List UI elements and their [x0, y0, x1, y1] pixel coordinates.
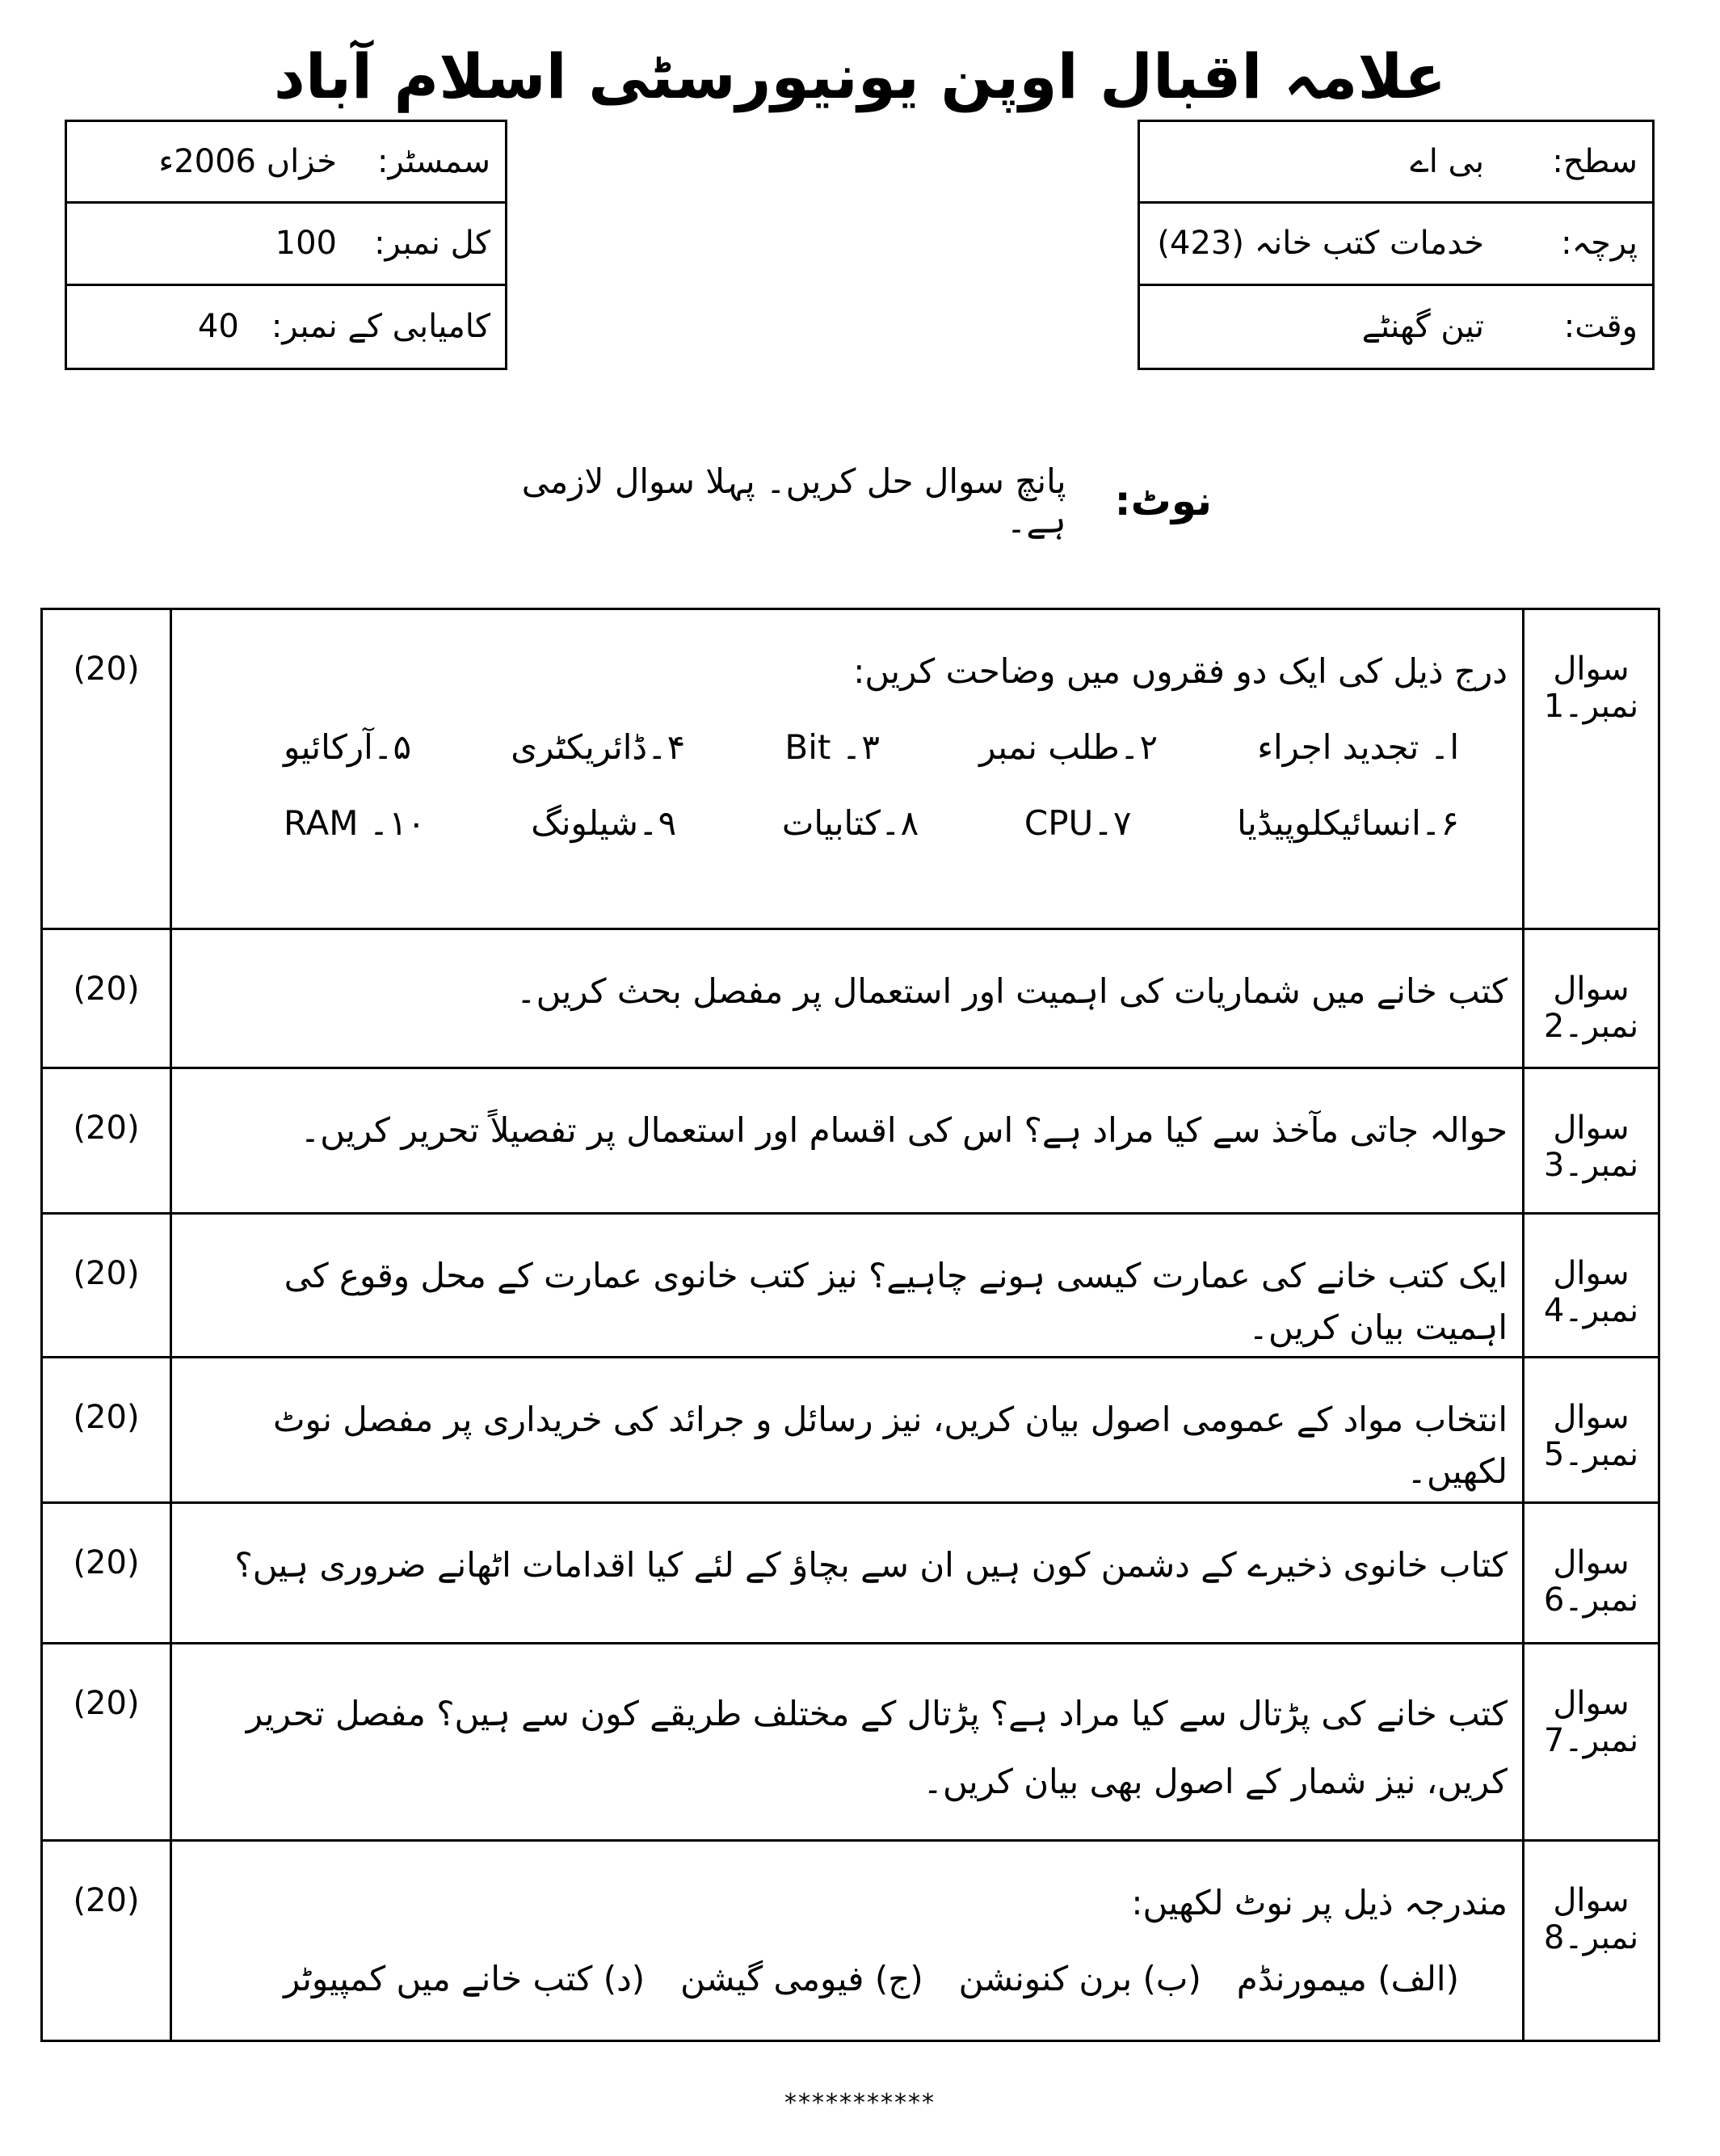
passing-marks-label: کامیابی کے نمبر:	[271, 308, 490, 346]
question-marks: (20)	[42, 1214, 171, 1358]
question-marks: (20)	[42, 929, 171, 1068]
exam-info-box-right	[1138, 120, 1655, 370]
question-row	[42, 609, 1659, 929]
question-text: کتب خانے کی پڑتال سے کیا مراد ہے؟ پڑتال کے مختلف طریقے کون سے ہیں؟ مفصل تحریر کریں، نیز شمار کے اصول بھی بیان کریں۔	[171, 1644, 1524, 1841]
question-marks: (20)	[42, 1068, 171, 1214]
question-marks: (20)	[42, 1644, 171, 1841]
total-marks-label: کل نمبر:	[374, 225, 490, 263]
question-text-cell	[171, 1841, 1524, 2041]
question-row	[42, 1503, 1659, 1644]
term-item: ۳۔ Bit	[784, 727, 880, 767]
university-title: علامہ اقبال اوپن یونیورسٹی اسلام آباد	[273, 40, 1447, 112]
note-heading: نوٹ:	[1114, 478, 1212, 524]
question-number: سوال نمبر۔2	[1524, 929, 1659, 1068]
term-list-row	[187, 773, 1508, 849]
term-item: ۸۔کتابیات	[781, 803, 919, 843]
term-item: ا۔ تجدید اجراء	[1257, 727, 1459, 767]
time-value: تین گھنٹے	[1361, 308, 1484, 346]
question-number: سوال نمبر۔8	[1524, 1841, 1659, 2041]
question-number: سوال نمبر۔5	[1524, 1358, 1659, 1503]
question-text: انتخاب مواد کے عمومی اصول بیان کریں، نیز رسائل و جرائد کی خریداری پر مفصل نوٹ لکھیں۔	[171, 1358, 1524, 1503]
paper-row	[1140, 204, 1652, 285]
question-row	[42, 1644, 1659, 1841]
topic-item: (الف) میمورنڈم	[1236, 1959, 1459, 1998]
passing-marks-value: 40	[197, 308, 239, 346]
question-number: سوال نمبر۔3	[1524, 1068, 1659, 1214]
time-label: وقت:	[1563, 308, 1638, 346]
term-item: ۲۔طلب نمبر	[979, 727, 1159, 767]
term-item: ۵۔آرکائیو	[284, 727, 412, 767]
question-text: کتاب خانوی ذخیرے کے دشمن کون ہیں ان سے بچاؤ کے لئے کیا اقدامات اٹھانے ضروری ہیں؟	[171, 1503, 1524, 1644]
paper-label: پرچہ:	[1561, 225, 1638, 263]
passing-marks-row	[67, 286, 505, 368]
end-of-paper-stars: ***********	[784, 2089, 936, 2117]
question-text-cell	[171, 609, 1524, 929]
question-text: درج ذیل کی ایک دو فقروں میں وضاحت کریں:	[853, 651, 1508, 691]
question-marks: (20)	[42, 1841, 171, 2041]
question-number: سوال نمبر۔6	[1524, 1503, 1659, 1644]
question-row	[42, 1214, 1659, 1358]
topic-item: (ب) برن کنونشن	[958, 1959, 1201, 1998]
term-item: ۶۔انسائیکلوپیڈیا	[1237, 803, 1459, 843]
question-row	[42, 1841, 1659, 2041]
question-text: مندرجہ ذیل پر نوٹ لکھیں:	[1131, 1883, 1508, 1922]
topic-item: (ج) فیومی گیشن	[680, 1959, 923, 1998]
level-row	[1140, 122, 1652, 204]
total-marks-value: 100	[275, 225, 337, 263]
level-value: بی اے	[1410, 143, 1484, 181]
questions-table	[40, 608, 1660, 2042]
question-marks: (20)	[42, 609, 171, 929]
term-item: ۱۰۔ RAM	[284, 803, 426, 843]
semester-value: خزاں 2006ء	[158, 143, 337, 181]
semester-row	[67, 122, 505, 204]
semester-label: سمسٹر:	[377, 143, 490, 181]
term-item: ۷۔CPU	[1024, 803, 1132, 843]
level-label: سطح:	[1552, 143, 1638, 181]
question-marks: (20)	[42, 1358, 171, 1503]
question-text: کتب خانے میں شماریات کی اہمیت اور استعمال پر مفصل بحث کریں۔	[171, 929, 1524, 1068]
question-number: سوال نمبر۔4	[1524, 1214, 1659, 1358]
question-text: حوالہ جاتی مآخذ سے کیا مراد ہے؟ اس کی اقسام اور استعمال پر تفصیلاً تحریر کریں۔	[171, 1068, 1524, 1214]
question-row	[42, 1068, 1659, 1214]
question-marks: (20)	[42, 1503, 171, 1644]
term-item: ۹۔شیلونگ	[531, 803, 677, 843]
term-item: ۴۔ڈائریکٹری	[511, 727, 686, 767]
total-marks-row	[67, 204, 505, 285]
time-row	[1140, 286, 1652, 368]
term-list-row	[187, 697, 1508, 773]
note-topics-row	[187, 1929, 1508, 2005]
topic-item: (د) کتب خانے میں کمپیوٹر	[284, 1959, 646, 1998]
question-row	[42, 1358, 1659, 1503]
question-number: سوال نمبر۔7	[1524, 1644, 1659, 1841]
instruction-note	[485, 461, 1212, 541]
question-row	[42, 929, 1659, 1068]
paper-value: خدمات کتب خانہ (423)	[1157, 225, 1484, 263]
question-number: سوال نمبر۔1	[1524, 609, 1659, 929]
exam-info-box-left	[65, 120, 507, 370]
question-text: ایک کتب خانے کی عمارت کیسی ہونے چاہیے؟ نیز کتب خانوی عمارت کے محل وقوع کی اہمیت بیان کریں۔	[171, 1214, 1524, 1358]
note-text: پانچ سوال حل کریں۔ پہلا سوال لازمی ہے۔	[521, 461, 1066, 541]
